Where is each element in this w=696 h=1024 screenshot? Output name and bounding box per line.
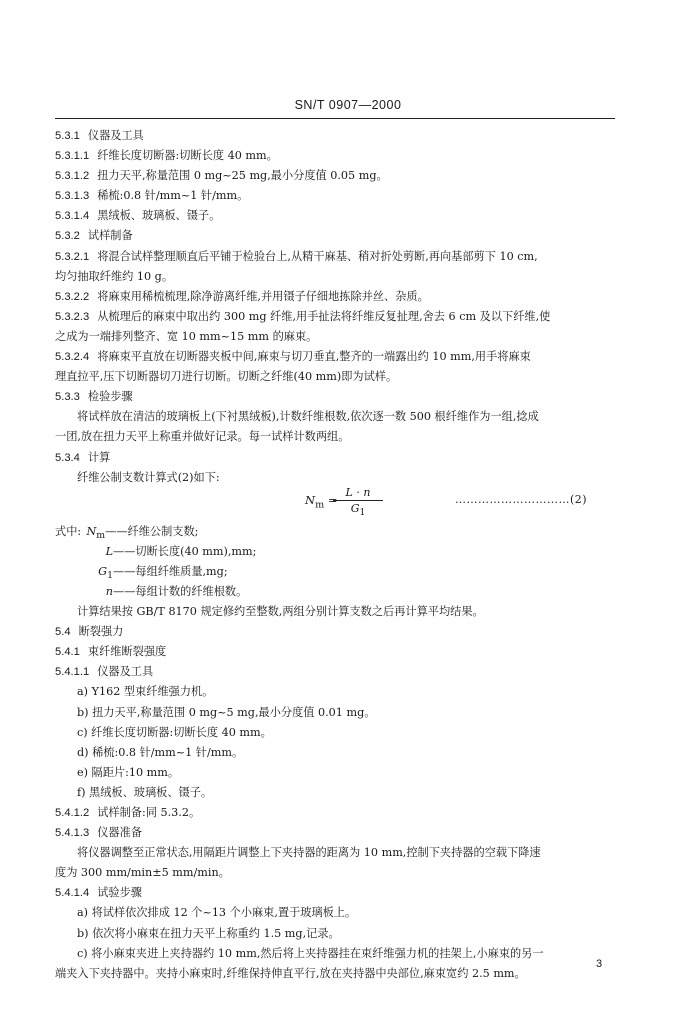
clause-text: 检验步骤	[87, 390, 133, 404]
definition-symbol: n	[105, 584, 113, 598]
clause-text: 计算结果按 GB/T 8170 规定修约至整数,两组分别计算支数之后再计算平均结果。	[77, 605, 484, 619]
clause-number: 5.3.1.3	[55, 190, 90, 203]
clause-text: c) 纤维长度切断器:切断长度 40 mm。	[77, 725, 272, 739]
text-line	[55, 206, 620, 226]
text-line	[55, 407, 620, 427]
clause-number: 5.3.1.4	[55, 210, 90, 223]
document-body	[55, 126, 620, 984]
definition-description: ——纤维公制支数;	[105, 524, 199, 538]
text-line	[55, 468, 620, 488]
clause-text: 束纤维断裂强度	[87, 645, 167, 659]
clause-text: 之成为一端排列整齐、宽 10 mm~15 mm 的麻束。	[55, 329, 318, 343]
clause-text: a) Y162 型束纤维强力机。	[77, 685, 214, 699]
text-line	[55, 427, 620, 447]
definition-description: ——每组纤维质量,mg;	[113, 564, 228, 578]
text-line	[55, 903, 620, 923]
text-line	[55, 602, 620, 622]
text-line	[55, 723, 620, 743]
clause-number: 5.4.1.2	[55, 807, 90, 819]
text-line	[55, 186, 620, 206]
text-line	[55, 126, 620, 146]
text-line	[55, 287, 620, 307]
text-line	[55, 783, 620, 803]
formula-definitions	[55, 522, 620, 602]
formula-numerator: L · n	[345, 485, 371, 499]
clause-text: 将麻束平直放在切断器夹板中间,麻束与切刀垂直,整齐的一端露出约 10 mm,用手将麻束	[97, 350, 531, 364]
clause-text: 理直拉平,压下切断器切刀进行切断。切断之纤维(40 mm)即为试样。	[55, 370, 398, 384]
clause-text: b) 依次将小麻束在扭力天平上称重约 1.5 mg,记录。	[77, 926, 340, 940]
text-line	[55, 843, 620, 863]
definition-symbol: $N_m$	[86, 524, 106, 541]
clause-text: 仪器准备	[97, 826, 142, 840]
definition-description: ——切断长度(40 mm),mm;	[113, 544, 257, 558]
clause-text: 一团,放在扭力天平上称重并做好记录。每一试样计数两组。	[55, 430, 350, 444]
text-line	[55, 622, 620, 642]
definition-symbol: $G_1$	[98, 564, 113, 582]
clause-number: 5.3.1.2	[55, 170, 90, 183]
clause-number: 5.3.2.4	[55, 351, 90, 364]
text-line	[55, 327, 620, 347]
clause-number: 5.4.1.4	[55, 887, 90, 900]
text-line	[55, 964, 620, 984]
clause-text: 将试样放在清洁的玻璃板上(下衬黑绒板),计数纤维根数,依次逐一数 500 根纤维作为一组,捻成	[77, 410, 539, 424]
text-line	[55, 146, 620, 166]
clause-text: a) 将试样依次排成 12 个~13 个小麻束,置于玻璃板上。	[77, 906, 357, 920]
clause-number: 5.4	[55, 626, 71, 639]
clause-number: 5.4.1	[55, 646, 80, 659]
clause-text: f) 黑绒板、玻璃板、镊子。	[77, 785, 213, 799]
clause-number: 5.3.4	[55, 451, 80, 464]
clause-text: 扭力天平,称量范围 0 mg~25 mg,最小分度值 0.05 mg。	[97, 169, 388, 183]
definition-item	[55, 562, 620, 582]
clause-text: 端夹入下夹持器中。夹持小麻束时,纤维保持伸直平行,放在夹持器中央部位,麻束宽约 2.5 mm。	[55, 966, 526, 980]
text-line	[55, 863, 620, 883]
clause-text: 纤维公制支数计算式(2)如下:	[77, 470, 220, 484]
clause-number: 5.3.2.3	[55, 310, 90, 323]
clause-text: 将混合试样整理顺直后平铺于检验台上,从精干麻基、稍对折处剪断,再向基部剪下 10 cm,	[97, 249, 538, 263]
text-line	[55, 763, 620, 783]
formula-number: …………………………(2)	[455, 492, 588, 506]
definition-symbol: L	[105, 544, 113, 558]
clause-number: 5.4.1.3	[55, 827, 90, 840]
text-line	[55, 387, 620, 407]
text-line	[55, 924, 620, 944]
clause-text: 度为 300 mm/min±5 mm/min。	[55, 866, 230, 880]
clause-text: 仪器及工具	[97, 665, 154, 679]
text-line	[55, 803, 620, 823]
clause-number: 5.4.1.1	[55, 666, 90, 679]
text-line	[55, 682, 620, 702]
section-5-3-block	[55, 126, 620, 488]
text-line	[55, 267, 620, 287]
text-line	[55, 347, 620, 367]
text-line	[55, 944, 620, 964]
formula-lhs: $N_m$ =	[305, 492, 338, 510]
text-line	[55, 743, 620, 763]
definition-item	[55, 522, 620, 542]
clause-text: d) 稀梳:0.8 针/mm~1 针/mm。	[77, 745, 244, 759]
clause-number: 5.3.1.1	[55, 150, 90, 163]
definition-item	[55, 582, 620, 602]
text-line	[55, 823, 620, 843]
formula-fraction	[333, 486, 383, 518]
section-5-4-block	[55, 602, 620, 984]
formula-2	[55, 485, 620, 522]
clause-text: c) 将小麻束夹进上夹持器约 10 mm,然后将上夹持器挂在束纤维强力机的挂架上,小麻束的另一	[77, 946, 544, 960]
text-line	[55, 307, 620, 327]
clause-text: 试样制备	[87, 229, 133, 243]
clause-text: 试样制备:同 5.3.2。	[97, 806, 201, 819]
clause-number: 5.3.2	[55, 230, 80, 243]
clause-text: 稀梳:0.8 针/mm~1 针/mm。	[97, 189, 249, 203]
formula-denominator: $G_1$	[350, 501, 366, 518]
page-number: 3	[596, 958, 603, 970]
definition-description: ——每组计数的纤维根数。	[113, 584, 248, 598]
fraction-bar	[333, 500, 383, 501]
clause-text: 纤维长度切断器:切断长度 40 mm。	[97, 149, 278, 163]
clause-number: 5.3.2.1	[55, 250, 90, 263]
clause-number: 5.3.3	[55, 391, 80, 404]
clause-text: 将仪器调整至正常状态,用隔距片调整上下夹持器的距离为 10 mm,控制下夹持器的空载下降速	[77, 846, 541, 860]
text-line	[55, 226, 620, 246]
text-line	[55, 642, 620, 662]
text-line	[55, 367, 620, 387]
clause-text: 均匀抽取纤维约 10 g。	[55, 269, 174, 283]
clause-text: 从梳理后的麻束中取出约 300 mg 纤维,用手扯法将纤维反复扯理,舍去 6 cm 及以下纤维,使	[97, 309, 551, 323]
clause-text: 计算	[87, 450, 111, 464]
clause-text: b) 扭力天平,称量范围 0 mg~5 mg,最小分度值 0.01 mg。	[77, 705, 376, 719]
definition-intro: 式中:	[55, 524, 82, 538]
text-line	[55, 166, 620, 186]
text-line	[55, 448, 620, 468]
text-line	[55, 703, 620, 723]
clause-text: 试验步骤	[97, 886, 142, 900]
text-line	[55, 662, 620, 682]
clause-text: 仪器及工具	[87, 129, 144, 142]
text-line	[55, 247, 620, 267]
clause-text: 黑绒板、玻璃板、镊子。	[97, 209, 221, 223]
header-rule	[55, 118, 615, 119]
clause-number: 5.3.2.2	[55, 290, 90, 303]
clause-text: 将麻束用稀梳梳理,除净游离纤维,并用镊子仔细地拣除并丝、杂质。	[97, 289, 429, 303]
clause-text: 断裂强力	[78, 625, 124, 639]
text-line	[55, 883, 620, 903]
clause-number: 5.3.1	[55, 130, 80, 142]
definition-item	[55, 542, 620, 562]
clause-text: e) 隔距片:10 mm。	[77, 765, 180, 779]
document-header: SN/T 0907—2000	[294, 98, 402, 112]
